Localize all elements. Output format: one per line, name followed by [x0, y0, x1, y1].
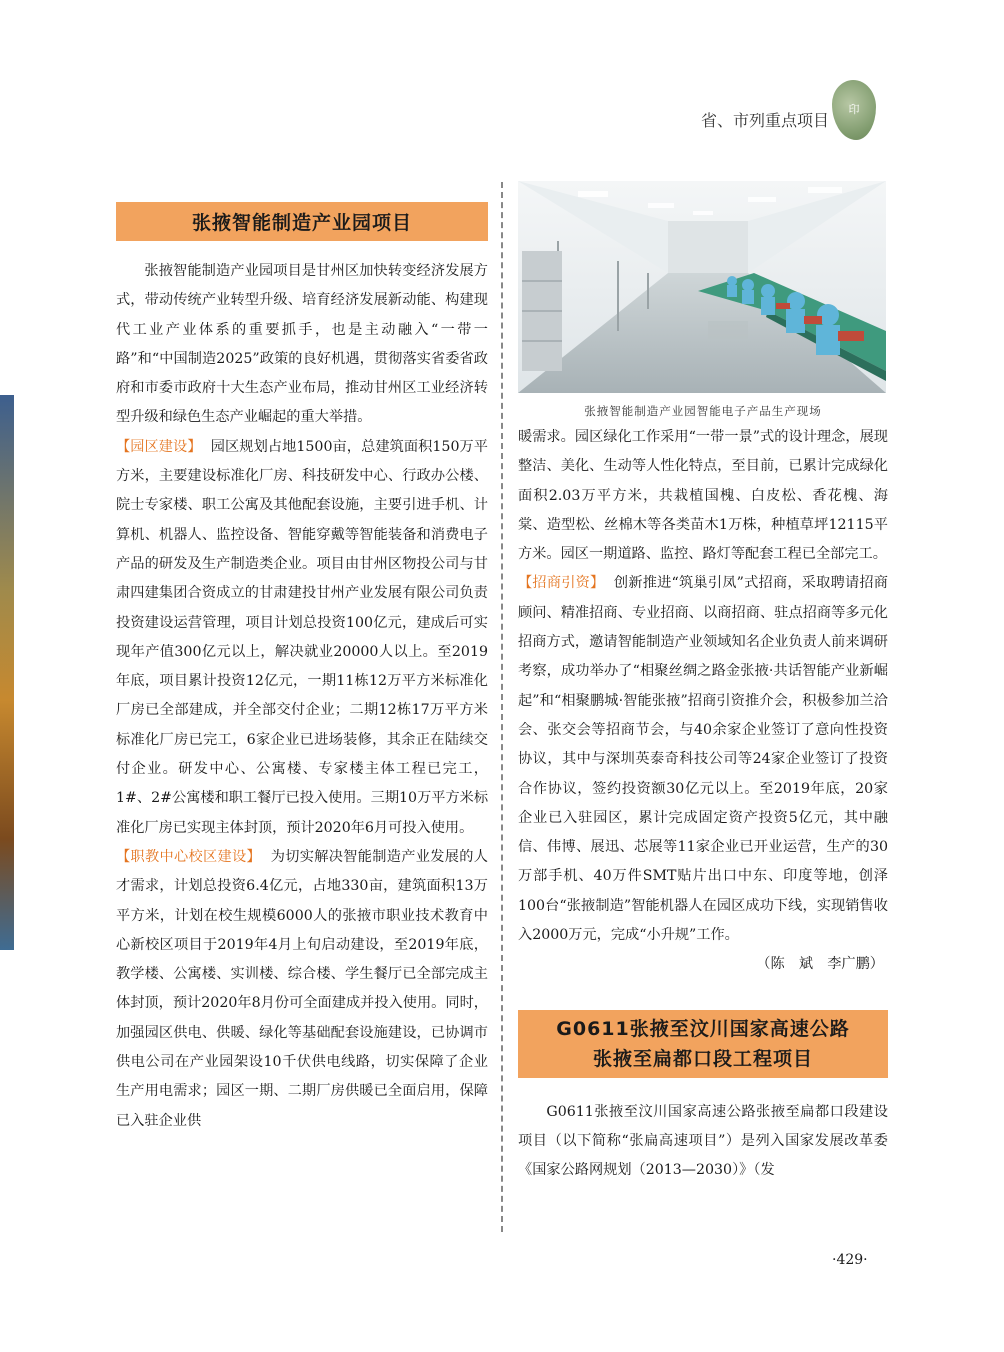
- continued-paragraph: 暖需求。园区绿化工作采用“一带一景”式的设计理念，展现整洁、美化、生动等人性化特点，至目前，已累计完成绿化面积2.03万平方米，共栽植国槐、白皮松、香花槐、海棠、造型松、丝棉木等各类苗木1万株，种植草坪12115平方米。园区一期道路、监控、路灯等配套工程已全部完工。: [518, 429, 888, 563]
- section-header: 省、市列重点项目: [700, 111, 829, 130]
- seal-logo-icon: 印: [832, 80, 876, 140]
- intro-paragraph: 张掖智能制造产业园项目是甘州区加快转变经济发展方式，带动传统产业转型升级、培育经济发展新动能、构建现代工业产业体系的重要抓手，也是主动融入“一带一路”和“中国制造2025”政策的良好机遇，贯彻落实省委省政府和市委市政府十大生态产业布局，推动甘州区工业经济转型升级和绿色生态产业崛起的重大举措。: [116, 263, 488, 426]
- article2-intro: G0611张掖至汶川国家高速公路张掖至扁都口段建设项目（以下简称“张扁高速项目”）是列入国家发展改革委《国家公路网规划（2013—2030）》（发: [518, 1103, 888, 1179]
- author-credit: （陈 斌 李广鹏）: [756, 956, 884, 973]
- park-construction-paragraph: [116, 433, 488, 843]
- factory-photo: [518, 181, 886, 393]
- article-title: 张掖智能制造产业园项目: [116, 202, 488, 241]
- production-line-image: [518, 181, 886, 393]
- park-construction-text: 园区规划占地1500亩，总建筑面积150万平方米，主要建设标准化厂房、科技研发中心、行政办公楼、院士专家楼、职工公寓及其他配套设施，主要引进手机、计算机、机器人、监控设备、智能穿戴等智能装备和消费电子产品的研发及生产制造类企业。项目由甘州区物投公司与甘肃四建集团合资成立的甘肃建投甘州产业发展有限公司负责投资建设运营管理，项目计划总投资100亿元，建成后可实现年产值300亿元以上，解决就业20000人以上。至2019年底，项目累计投资12亿元，一期11栋12万平方米标准化厂房已全部建成，并全部交付企业；二期12栋17万平方米标准化厂房已完工，6家企业已进场装修，其余正在陆续交付企业。研发中心、公寓楼、专家楼主体工程已完工，1#、2#公寓楼和职工餐厅已投入使用。三期10万平方米标准化厂房已实现主体封顶，预计2020年6月可投入使用。: [116, 438, 489, 836]
- article2-title-line2: 张掖至扁都口段工程项目: [592, 1047, 813, 1070]
- park-construction-tag: 【园区建设】: [116, 438, 202, 455]
- article2-title-line1: G0611张掖至汶川国家高速公路: [556, 1017, 850, 1040]
- edge-photo-strip: [0, 395, 14, 950]
- column-divider: [501, 182, 503, 1232]
- school-construction-tag: 【职教中心校区建设】: [116, 848, 262, 865]
- left-column: [116, 202, 488, 1136]
- right-column: [518, 181, 888, 1186]
- photo-caption: 张掖智能制造产业园智能电子产品生产现场: [584, 404, 822, 418]
- page-number: ·429·: [832, 1252, 868, 1268]
- investment-paragraph: [518, 569, 888, 950]
- school-construction-paragraph: [116, 843, 488, 1136]
- school-construction-text: 为切实解决智能制造产业发展的人才需求，计划总投资6.4亿元，占地330亩，建筑面积13万平方米，计划在校生规模6000人的张掖市职业技术教育中心新校区项目于2019年4月上旬启动建设，至2019年底，教学楼、公寓楼、实训楼、综合楼、学生餐厅已全部完成主体封顶，预计2020年8月份可全面建成并投入使用。同时，加强园区供电、供暖、绿化等基础配套设施建设，已协调市供电公司在产业园架设10千伏供电线路，切实保障了企业生产用电需求；园区一期、二期厂房供暖已全面启用，保障已入驻企业供: [116, 848, 488, 1129]
- investment-tag: 【招商引资】: [518, 575, 605, 592]
- investment-text: 创新推进“筑巢引凤”式招商，采取聘请招商顾问、精准招商、专业招商、以商招商、驻点招商等多元化招商方式，邀请智能制造产业领域知名企业负责人前来调研考察，成功举办了“相聚丝绸之路金张掖·共话智能产业新崛起”和“相聚鹏城·智能张掖”招商引资推介会，积极参加兰洽会、张交会等招商节会，与40余家企业签订了意向性投资协议，其中与深圳英泰奇科技公司等24家企业签订了投资合作协议，签约投资额30亿元以上。至2019年底，20家企业已入驻园区，累计完成固定资产投资5亿元，其中融信、伟博、展迅、芯展等11家企业已开业运营，生产的30万部手机、40万件SMT贴片出口中东、印度等地，创泽100台“张掖制造”智能机器人在园区成功下线，实现销售收入2000万元，完成“小升规”工作。: [518, 575, 888, 944]
- article2-title: [518, 1010, 888, 1078]
